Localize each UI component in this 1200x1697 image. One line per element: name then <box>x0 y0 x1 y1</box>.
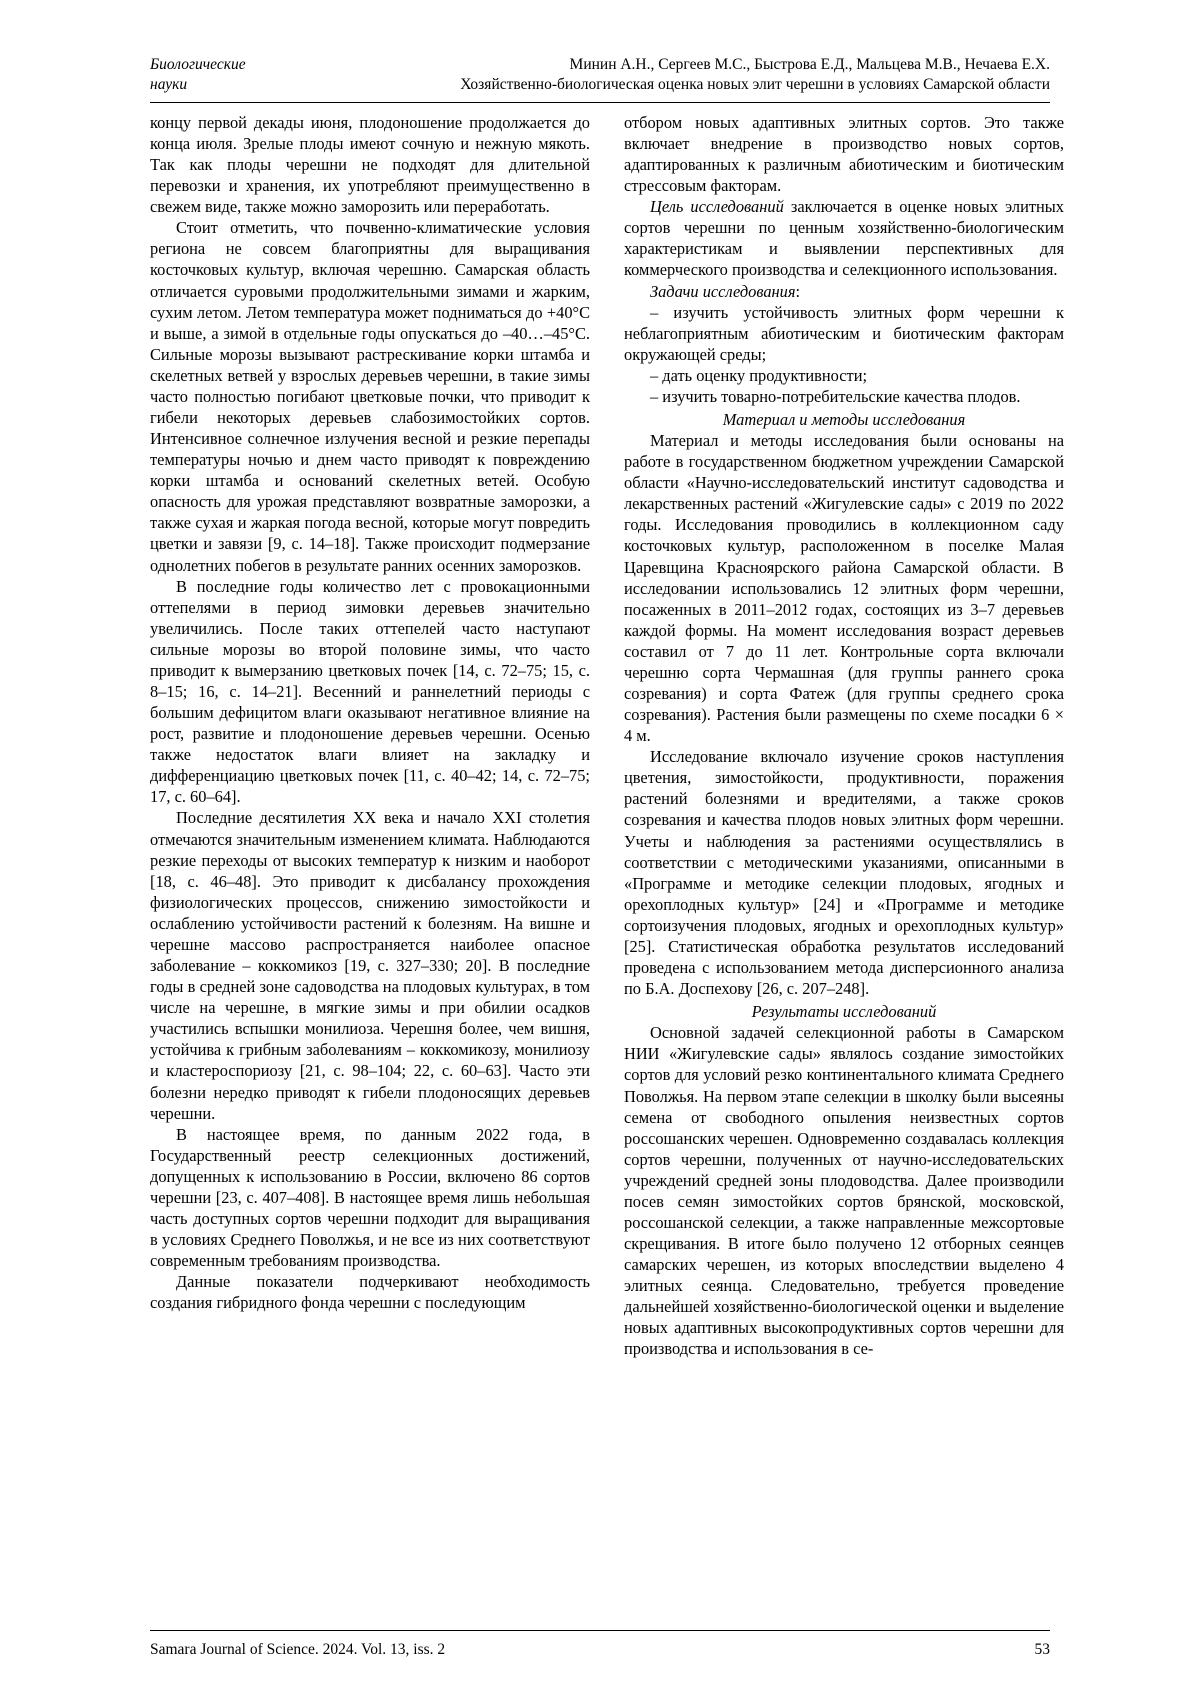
paragraph: Основной задачей селекционной работы в Самарском НИИ «Жигулевские сады» являлось создание зимостойких сортов для условий резко континентального климата Среднего Поволжья. На первом этапе селекции в школку были высеяны семена от свободного опыления неизвестных сортов россошанских черешен. Одновременно создавалась коллекция сортов черешни, полученных от научно-исследовательских учреждений средней зоны плодоводства. Далее производили посев семян зимостойких сортов брянской, московской, россошанской селекции, а также направленные межсортовые скрещивания. В итоге было получено 12 отборных сеянцев самарских черешен, из которых впоследствии выделено 4 элитных сеянца. Следовательно, требуется проведение дальнейшей хозяйственно-биологической оценки и выделение новых адаптивных высокопродуктивных сортов черешни для производства и использования в се- <box>624 1023 1064 1359</box>
paragraph: В настоящее время, по данным 2022 года, в Государственный реестр селекционных достижений, допущенных к использованию в России, включено 86 сортов черешни [23, с. 407–408]. В настоящее время лишь небольшая часть доступных сортов черешни подходит для выращивания в условиях Среднего Поволжья, и не все из них соответствуют современным требованиям производства. <box>150 1124 590 1271</box>
page-number: 53 <box>1034 1641 1050 1658</box>
paragraph: В последние годы количество лет с провокационными оттепелями в период зимовки деревьев значительно увеличились. После таких оттепелей часто наступают сильные морозы во второй половине зимы, что часто приводит к вымерзанию цветковых почек [14, с. 72–75; 15, с. 8–15; 16, с. 14–21]. Весенний и раннелетний периоды с большим дефицитом влаги оказывают негативное влияние на рост, развитие и плодоношение деревьев черешни. Осенью также недостаток влаги влияет на закладку и дифференциацию цветковых почек [11, с. 40–42; 14, с. 72–75; 17, с. 60–64]. <box>150 576 590 807</box>
paragraph: Последние десятилетия XX века и начало XXI столетия отмечаются значительным изменением климата. Наблюдаются резкие переходы от высоких температур к низким и наоборот [18, с. 46–48]. Это приводит к дисбалансу прохождения физиологических процессов, снижению зимостойкости и ослаблению устойчивости растений к болезням. На вишне и черешне массово распространяется наиболее опасное заболевание – коккомикоз [19, с. 327–330; 20]. В последние годы в средней зоне садоводства на плодовых культурах, в том числе на черешне, в мягкие зимы и при обилии осадков участились вспышки монилиоза. Черешня более, чем вишня, устойчива к грибным заболеваниям – коккомикозу, монилиозу и кластероспориозу [21, с. 98–104; 22, с. 60–63]. Часто эти болезни нередко приводят к гибели плодоносящих деревьев черешни. <box>150 808 590 1123</box>
footer-divider <box>150 1630 1050 1631</box>
paragraph: Данные показатели подчеркивают необходимость создания гибридного фонда черешни с последующим <box>150 1272 590 1313</box>
left-column <box>150 112 590 1567</box>
aim-lead-in: Цель исследований <box>650 197 784 217</box>
paragraph: Материал и методы исследования были основаны на работе в государственном бюджетном учреждении Самарской области «Научно-исследовательский институт садоводства и лекарственных растений «Жигулевские сады» с 2019 по 2022 годы. Исследования проводились в коллекционном саду косточковых культур, расположенном в поселке Малая Царевщина Красноярского района Самарской области. В исследовании использовались 12 элитных форм черешни, посаженных в 2011–2012 годах, состоящих из 3–7 деревьев каждой формы. На момент исследования возраст деревьев составил от 7 до 11 лет. Контрольные сорта включали черешню сорта Чермашная (для группы раннего срока созревания) и сорта Фатеж (для группы среднего срока созревания). Растения были размещены по схеме посадки 6 × 4 м. <box>624 431 1064 746</box>
running-head-section <box>150 55 350 96</box>
body-columns <box>150 112 1064 1567</box>
task-item: – дать оценку продуктивности; <box>650 365 868 385</box>
page-footer <box>150 1641 1050 1659</box>
paragraph-continued: отбором новых адаптивных элитных сортов. Это также включает внедрение в производство новых сортов, адаптированных к различным абиотическим и биотическим стрессовым факторам. <box>624 112 1064 196</box>
task-item: – изучить устойчивость элитных форм черешни к неблагоприятным абиотическим и биотическим факторам окружающей среды; <box>624 302 1064 364</box>
running-head-section-line2: науки <box>150 76 188 94</box>
running-head-authors: Минин А.Н., Сергеев М.С., Быстрова Е.Д., Мальцева М.В., Нечаева Е.Х. <box>569 56 1050 73</box>
aim-text: заключается в оценке новых элитных сортов черешни по ценным хозяйственно-биологическим характеристикам и выявлении перспективных для коммерческого производства и селекционного использования. <box>624 197 1064 280</box>
right-column <box>624 112 1064 1567</box>
running-head <box>150 55 1050 100</box>
running-head-authors-title <box>350 55 1050 96</box>
journal-citation: Samara Journal of Science. 2024. Vol. 13, iss. 2 <box>150 1641 446 1658</box>
running-head-section-line1: Биологические <box>150 56 246 73</box>
paragraph: Стоит отметить, что почвенно-климатические условия региона не совсем благоприятны для выращивания косточковых культур, включая черешню. Самарская область отличается суровыми продолжительными зимами и жарким, сухим летом. Летом температура может подниматься до +40°С и выше, а зимой в отдельные годы опускаться до –40…–45°С. Сильные морозы вызывают растрескивание корки штамба и скелетных ветвей у взрослых деревьев черешни, в такие зимы часто полностью погибают цветковые почки, что приводит к гибели некоторых деревьев слабозимостойких сортов. Интенсивное солнечное излучения весной и резкие перепады температуры ночью и днем часто приводят к повреждению корки штамба и оснований скелетных ветей. Особую опасность для урожая представляют возвратные заморозки, а также сухая и жаркая погода весной, которые могут повредить цветки и завязи [9, с. 14–18]. Также происходит подмерзание однолетних побегов в результате ранних осенних заморозков. <box>150 218 590 575</box>
paragraph-continued: концу первой декады июня, плодоношение продолжается до конца июля. Зрелые плоды имеют сочную и нежную мякоть. Так как плоды черешни не подходят для длительной перевозки и хранения, их употребляют преимущественно в свежем виде, также можно заморозить или переработать. <box>150 112 590 217</box>
running-head-article-title: Хозяйственно-биологическая оценка новых элит черешни в условиях Самарской области <box>460 76 1050 94</box>
tasks-lead-in: Задачи исследования <box>650 281 796 301</box>
section-heading-materials: Материал и методы исследования <box>722 410 966 429</box>
task-item: – изучить товарно-потребительские качества плодов. <box>650 386 1021 406</box>
section-heading-results: Результаты исследований <box>751 1002 937 1022</box>
paragraph: Исследование включало изучение сроков наступления цветения, зимостойкости, продуктивности, поражения растений болезнями и вредителями, а также сроков созревания и качества плодов новых элитных форм черешни. Учеты и наблюдения за растениями осуществлялись в соответствии с методическими указаниями, описанными в «Программе и методике селекции плодовых, ягодных и орехоплодных культур» [24] и «Программе и методике сортоизучения плодовых, ягодных и орехоплодных культур» [25]. Статистическая обработка результатов исследований проведена с использованием метода дисперсионного анализа по Б.А. Доспехову [26, с. 207–248]. <box>624 747 1064 999</box>
tasks-colon: : <box>795 281 801 301</box>
header-divider <box>150 102 1050 103</box>
paragraph-aim <box>624 196 1064 280</box>
paragraph-tasks-lead <box>624 281 1064 302</box>
